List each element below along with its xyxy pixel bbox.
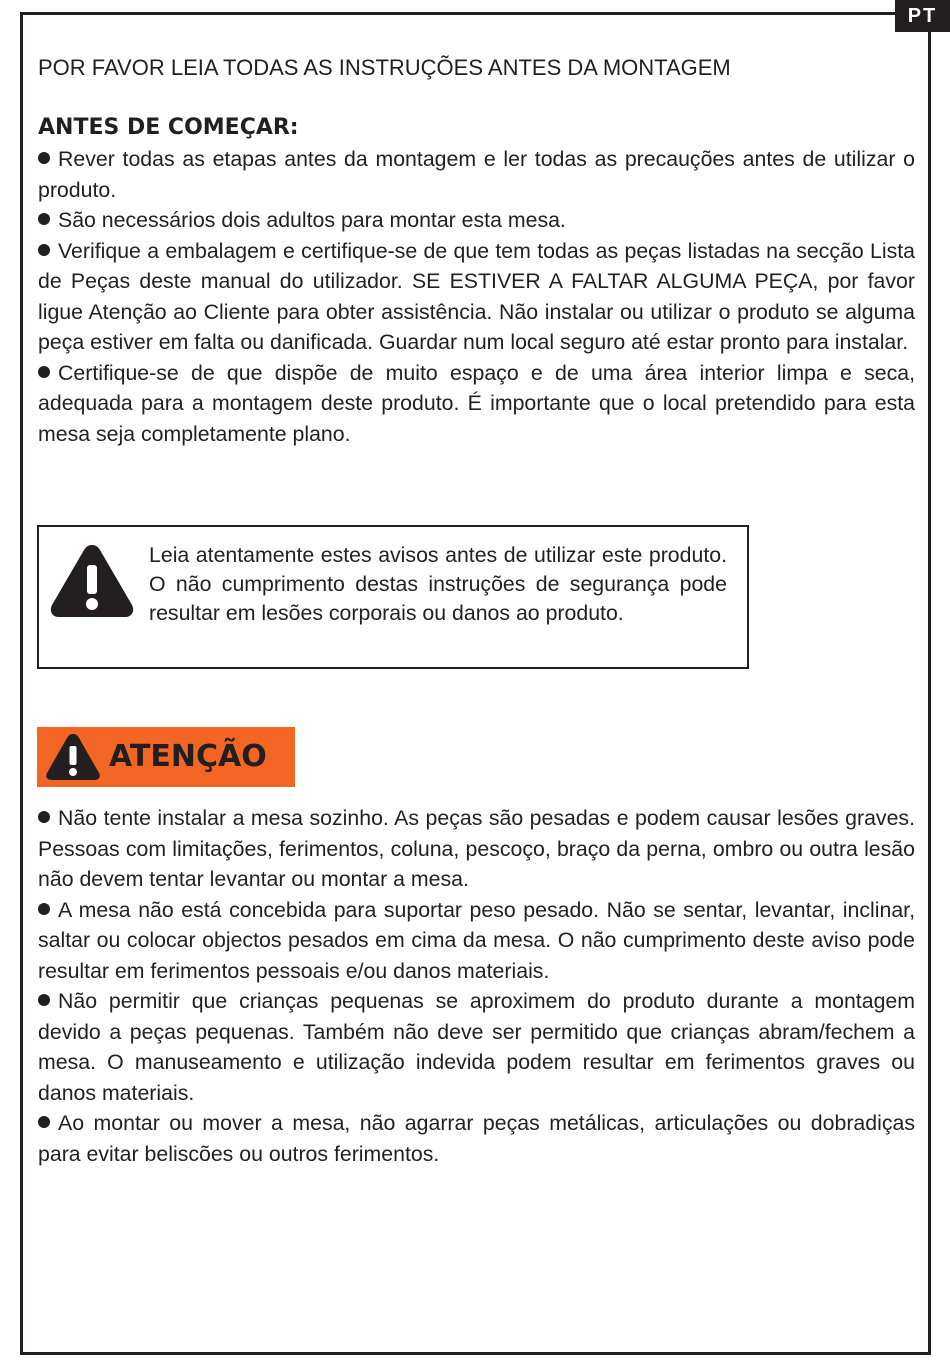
language-badge: PT xyxy=(895,0,950,32)
list-item: Rever todas as etapas antes da montagem e ler todas as precauções antes de utilizar o produto. xyxy=(38,147,915,202)
bullet-icon xyxy=(38,152,50,164)
warning-triangle-icon xyxy=(49,541,135,619)
list-item: São necessários dois adultos para montar esta mesa. xyxy=(38,205,915,236)
list-item: A mesa não está concebida para suportar peso pesado. Não se sentar, levantar, inclinar, saltar ou colocar objectos pesados em cima da mesa. O não cumprimento deste aviso pode resultar em ferimentos pessoais e/ou danos materiais. xyxy=(38,897,915,983)
warning-text: Leia atentamente estes avisos antes de utilizar este produto. O não cumprimento destas instruções de segurança pode resultar em lesões corporais ou danos ao produto. xyxy=(149,543,727,625)
list-item: Não tente instalar a mesa sozinho. As peças são pesadas e podem causar lesões graves. Pessoas com limitações, ferimentos, coluna, pescoço, braço da perna, ombro ou outra lesão não devem tentar levantar ou montar a mesa. xyxy=(38,806,915,891)
attention-label: ATENÇÃO xyxy=(109,739,267,774)
attention-banner xyxy=(37,727,295,787)
warning-box xyxy=(37,525,749,669)
list-item: Ao montar ou mover a mesa, não agarrar peças metálicas, articulações ou dobradiças para evitar beliscões ou outros ferimentos. xyxy=(38,1111,915,1166)
warning-triangle-icon xyxy=(45,732,101,782)
bullet-icon xyxy=(38,811,50,823)
bullet-icon xyxy=(38,244,50,256)
bullet-icon xyxy=(38,366,50,378)
list-item: Certifique-se de que dispõe de muito espaço e de uma área interior limpa e seca, adequada para a montagem deste produto. É importante que o local pretendido para esta mesa seja completamente plano. xyxy=(38,360,915,446)
warning-list xyxy=(38,803,915,1169)
bullet-icon xyxy=(38,994,50,1006)
list-item: Não permitir que crianças pequenas se aproximem do produto durante a montagem devido a peças pequenas. Também não deve ser permitido que crianças abram/fechem a mesa. O manuseamento e utilização indevida podem resultar em ferimentos graves ou danos materiais. xyxy=(38,989,915,1105)
list-item: Verifique a embalagem e certifique-se de que tem todas as peças listadas na secção Lista de Peças deste manual do utilizador. SE ESTIVER A FALTAR ALGUMA PEÇA, por favor ligue Atenção ao Cliente para obter assistência. Não instalar ou utilizar o produto se alguma peça estiver em falta ou danificada. Guardar num local seguro até estar pronto para instalar. xyxy=(38,238,915,354)
bullet-icon xyxy=(38,1116,50,1128)
bullet-icon xyxy=(38,213,50,225)
bullet-icon xyxy=(38,903,50,915)
intro-notice: POR FAVOR LEIA TODAS AS INSTRUÇÕES ANTES DA MONTAGEM xyxy=(38,55,731,80)
before-heading: ANTES DE COMEÇAR: xyxy=(38,115,299,140)
before-list xyxy=(38,144,915,449)
